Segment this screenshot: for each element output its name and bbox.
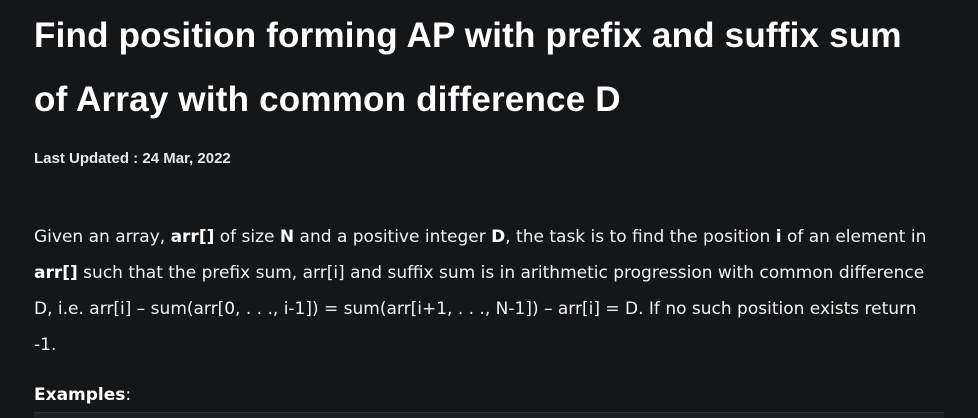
problem-bold-arr: arr[] (170, 227, 215, 247)
examples-label: Examples (34, 385, 126, 405)
last-updated-label: Last Updated : (34, 150, 139, 167)
example-code-box (34, 412, 944, 418)
problem-text-1: Given an array, (34, 227, 171, 247)
problem-text-6: such that the prefix sum, arr[i] and suffix sum is in arithmetic progression with common difference D, i.e. arr[i] – sum(arr[0, . . ., i-1]) = sum(arr[i+1, . . ., N-1]) – arr[i] = D. If no such position exists return -1. (34, 263, 925, 355)
problem-text-4: , the task is to find the position (505, 227, 776, 247)
problem-text-3: and a positive integer (294, 227, 492, 247)
examples-heading (34, 380, 944, 410)
problem-bold-d: D (491, 227, 506, 247)
problem-text-2: of size (214, 227, 280, 247)
problem-statement (34, 219, 944, 363)
problem-text-5: of an element in (781, 227, 927, 247)
problem-bold-n: N (279, 227, 295, 247)
problem-bold-i: i (775, 227, 782, 247)
examples-colon: : (125, 385, 132, 405)
problem-bold-arr-2: arr[] (34, 263, 78, 283)
last-updated-date: 24 Mar, 2022 (142, 150, 231, 167)
article-title: Find position forming AP with prefix and suffix sum of Array with common difference D (34, 16, 902, 119)
last-updated (34, 148, 944, 170)
